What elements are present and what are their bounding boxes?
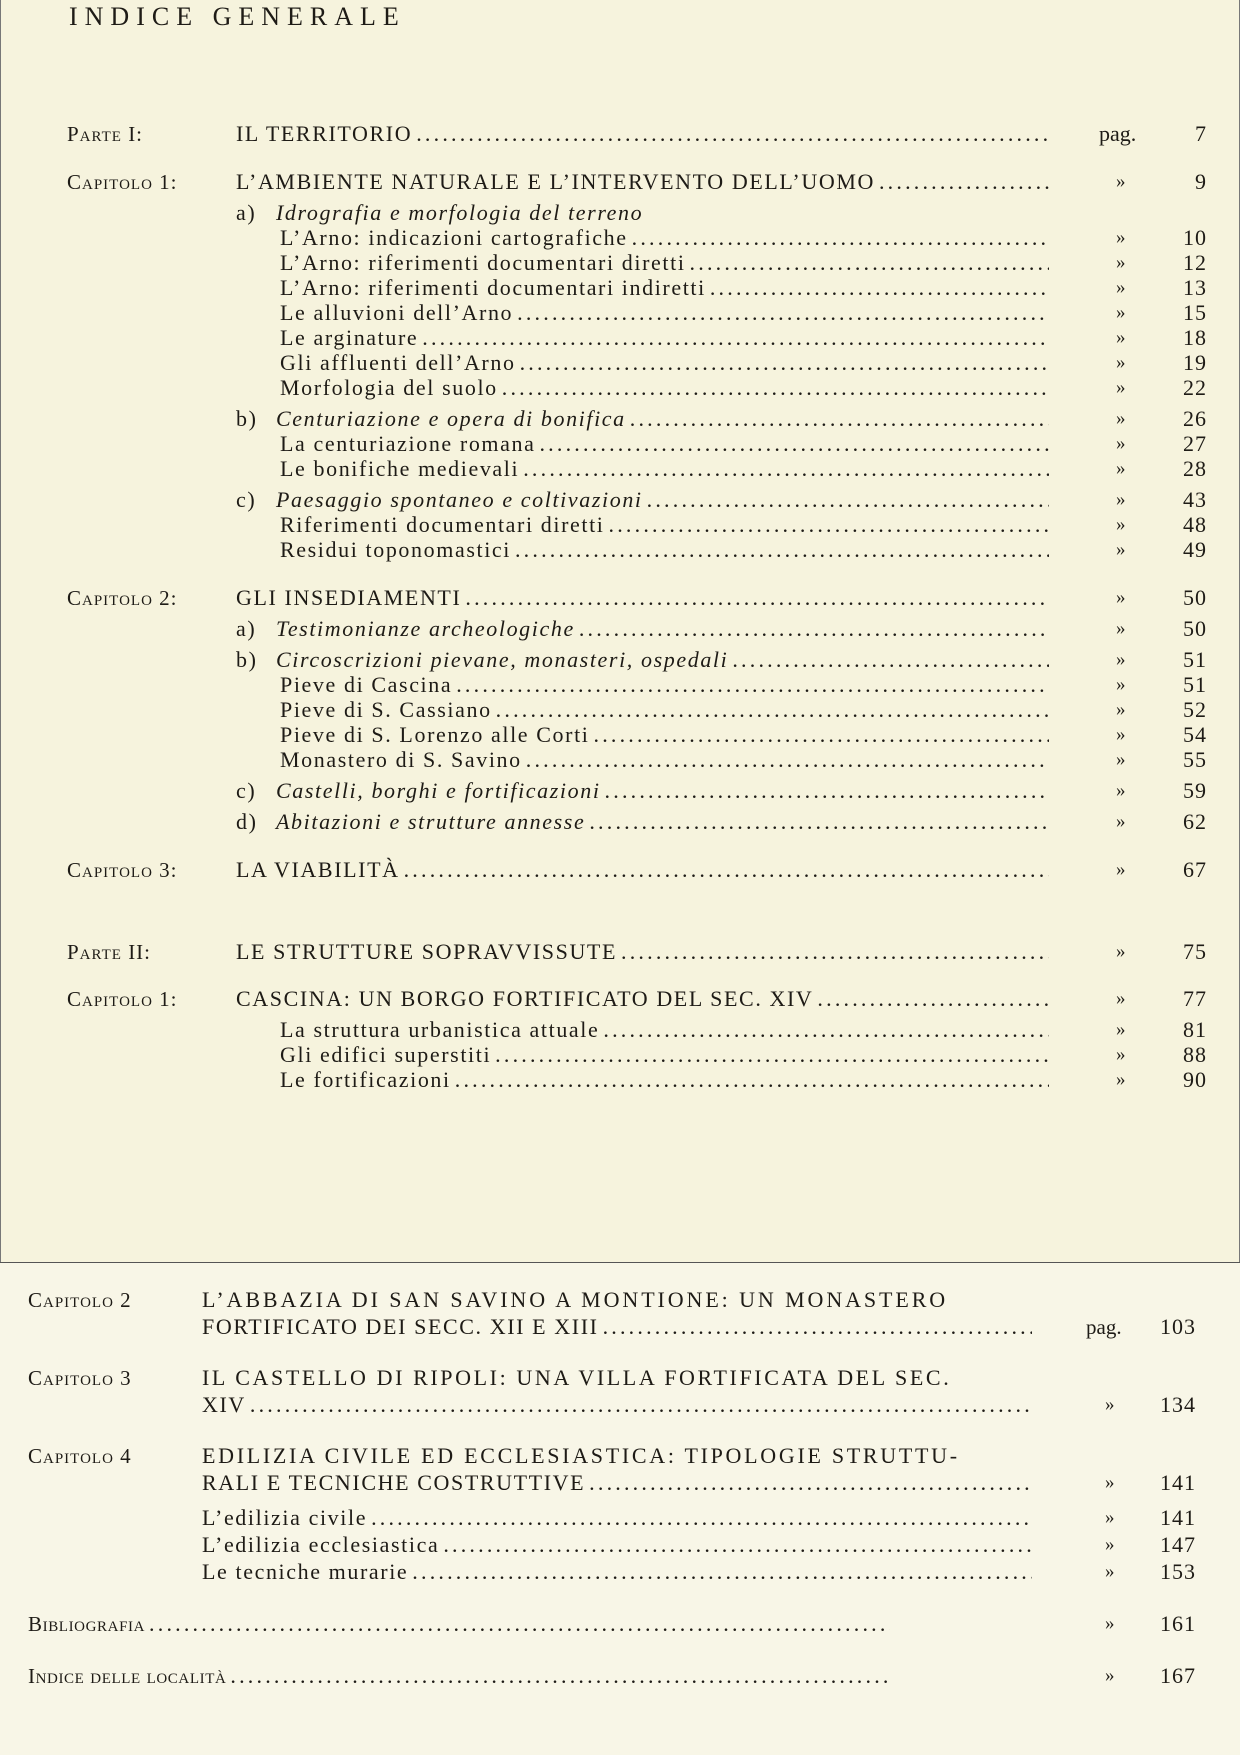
dot-leader bbox=[817, 984, 1049, 1014]
page-number: 10 bbox=[1183, 225, 1207, 250]
toc-entry-letter: c) bbox=[236, 487, 257, 512]
toc-entry-title: L’Arno: riferimenti documentari indiretti bbox=[280, 275, 706, 300]
toc-entry bbox=[236, 583, 1049, 613]
toc-entry bbox=[280, 535, 1049, 565]
page-number: 103 bbox=[1160, 1314, 1196, 1339]
toc-entry-title: Circoscrizioni pievane, monasteri, ospedali bbox=[276, 647, 729, 672]
dot-leader bbox=[502, 373, 1049, 403]
page-marker: pag. bbox=[1099, 121, 1137, 146]
page-number: 51 bbox=[1183, 672, 1207, 697]
page-number: 50 bbox=[1183, 616, 1207, 641]
page-number: 62 bbox=[1183, 809, 1207, 834]
page-heading: INDICE GENERALE bbox=[69, 2, 406, 31]
toc-entry-title: Gli affluenti dell’Arno bbox=[280, 350, 516, 375]
toc-entry-title: Gli edifici superstiti bbox=[280, 1042, 492, 1067]
page-marker: » bbox=[1116, 277, 1126, 298]
page-number: 28 bbox=[1183, 456, 1207, 481]
sub-entry-title: Le tecniche murarie bbox=[202, 1559, 409, 1584]
page-marker: » bbox=[1116, 1069, 1126, 1090]
page-number: 134 bbox=[1160, 1392, 1196, 1417]
toc-entry-title: La centuriazione romana bbox=[280, 431, 536, 456]
page-marker: » bbox=[1116, 674, 1126, 695]
dot-leader bbox=[515, 535, 1049, 565]
page-number: 75 bbox=[1183, 939, 1207, 964]
page-number: 18 bbox=[1183, 325, 1207, 350]
toc-entry bbox=[236, 807, 1049, 837]
toc-section-label: Capitolo 1: bbox=[67, 170, 178, 194]
toc-entry-title: CASCINA: UN BORGO FORTIFICATO DEL SEC. XIV bbox=[236, 986, 814, 1011]
toc-entry-letter: d) bbox=[236, 809, 258, 834]
page-marker: » bbox=[1116, 252, 1126, 273]
sub-entry-title: L’edilizia civile bbox=[202, 1505, 368, 1530]
toc-entry bbox=[236, 167, 1049, 197]
page-number: 50 bbox=[1183, 585, 1207, 610]
toc-entry bbox=[236, 984, 1049, 1014]
toc-entry-title: GLI INSEDIAMENTI bbox=[236, 585, 462, 610]
page-number: 51 bbox=[1183, 647, 1207, 672]
dot-leader bbox=[589, 1468, 1032, 1498]
page-number: 141 bbox=[1160, 1470, 1196, 1495]
page-marker: » bbox=[1116, 408, 1126, 429]
chapter-2-row bbox=[202, 1312, 1032, 1342]
toc-entry-title: Pieve di Cascina bbox=[280, 672, 453, 697]
chapter-4-title-line1: EDILIZIA CIVILE ED ECCLESIASTICA: TIPOLOGIE STRUTTU- bbox=[202, 1443, 960, 1468]
toc-entry-title: L’Arno: indicazioni cartografiche bbox=[280, 225, 628, 250]
page-marker: » bbox=[1105, 1472, 1115, 1493]
toc-entry bbox=[236, 614, 1049, 644]
toc-entry-title: LE STRUTTURE SOPRAVVISSUTE bbox=[236, 939, 618, 964]
toc-entry-title: Abitazioni e strutture annesse bbox=[276, 809, 586, 834]
toc-entry-title: La struttura urbanistica attuale bbox=[280, 1017, 600, 1042]
page-marker: » bbox=[1116, 749, 1126, 770]
page-number: 12 bbox=[1183, 250, 1207, 275]
dot-leader bbox=[526, 745, 1049, 775]
dot-leader bbox=[465, 583, 1049, 613]
toc-entry-title: Le alluvioni dell’Arno bbox=[280, 300, 514, 325]
toc-entry-title: Centuriazione e opera di bonifica bbox=[276, 406, 626, 431]
page-marker: » bbox=[1105, 1613, 1115, 1634]
chapter-3-label: Capitolo 3 bbox=[28, 1366, 132, 1390]
bibliografia-label: Bibliografia bbox=[28, 1612, 146, 1636]
page-marker: » bbox=[1116, 539, 1126, 560]
toc-section-label: Capitolo 2: bbox=[67, 586, 178, 610]
page-marker: » bbox=[1116, 811, 1126, 832]
page-number: 22 bbox=[1183, 375, 1207, 400]
page-marker: » bbox=[1116, 352, 1126, 373]
page-marker: » bbox=[1116, 649, 1126, 670]
toc-section-label: Capitolo 3: bbox=[67, 858, 178, 882]
toc-section-label: Parte I: bbox=[67, 122, 144, 146]
dot-leader bbox=[230, 1661, 890, 1691]
dot-leader bbox=[523, 454, 1049, 484]
page-marker: » bbox=[1116, 1044, 1126, 1065]
chapter-2-title-line1: L’ABBAZIA DI SAN SAVINO A MONTIONE: UN MONASTERO bbox=[202, 1287, 949, 1312]
toc-entry bbox=[280, 373, 1049, 403]
sub-entry-row bbox=[202, 1530, 1032, 1560]
page-number: 13 bbox=[1183, 275, 1207, 300]
dot-leader bbox=[412, 1557, 1032, 1587]
toc-entry-title: L’Arno: riferimenti documentari diretti bbox=[280, 250, 686, 275]
sub-entry-title: L’edilizia ecclesiastica bbox=[202, 1532, 440, 1557]
dot-leader bbox=[579, 614, 1049, 644]
toc-entry-title: IL TERRITORIO bbox=[236, 121, 413, 146]
toc-entry-title: L’AMBIENTE NATURALE E L’INTERVENTO DELL’UOMO bbox=[236, 169, 875, 194]
toc-entry-letter: b) bbox=[236, 647, 258, 672]
page-marker: » bbox=[1116, 171, 1126, 192]
toc-entry-letter: a) bbox=[236, 616, 257, 641]
indice-localita-label: Indice delle località bbox=[28, 1664, 227, 1688]
page-marker: » bbox=[1116, 859, 1126, 880]
page-number: 153 bbox=[1160, 1559, 1196, 1584]
page-marker: » bbox=[1116, 514, 1126, 535]
toc-entry-title: Residui toponomastici bbox=[280, 537, 511, 562]
toc-entry-title: Le arginature bbox=[280, 325, 419, 350]
page-marker: » bbox=[1116, 618, 1126, 639]
page-marker: » bbox=[1116, 302, 1126, 323]
page-number: 161 bbox=[1160, 1611, 1196, 1636]
toc-entry-title: Le bonifiche medievali bbox=[280, 456, 520, 481]
page-number: 167 bbox=[1160, 1663, 1196, 1688]
page-marker: » bbox=[1116, 227, 1126, 248]
toc-entry-title: Morfologia del suolo bbox=[280, 375, 498, 400]
dot-leader bbox=[149, 1609, 890, 1639]
toc-entry-letter: c) bbox=[236, 778, 257, 803]
toc-entry bbox=[236, 855, 1049, 885]
toc-entry-title: Le fortificazioni bbox=[280, 1067, 451, 1092]
sub-entry-row bbox=[202, 1557, 1032, 1587]
dot-leader bbox=[404, 855, 1049, 885]
page-marker: » bbox=[1105, 1665, 1115, 1686]
toc-entry bbox=[280, 454, 1049, 484]
sub-entry-row bbox=[202, 1503, 1032, 1533]
page-marker: » bbox=[1116, 724, 1126, 745]
page-marker: » bbox=[1116, 988, 1126, 1009]
toc-entry bbox=[280, 745, 1049, 775]
dot-leader bbox=[455, 1065, 1049, 1095]
page-number: 88 bbox=[1183, 1042, 1207, 1067]
indice-localita-row bbox=[28, 1661, 890, 1691]
page-number: 49 bbox=[1183, 537, 1207, 562]
toc-entry-title: Paesaggio spontaneo e coltivazioni bbox=[276, 487, 643, 512]
dot-leader bbox=[879, 167, 1049, 197]
chapter-2-title-line2: FORTIFICATO DEI SECC. XII E XIII bbox=[202, 1314, 599, 1339]
page-marker: » bbox=[1116, 489, 1126, 510]
chapter-4-title-line2: RALI E TECNICHE COSTRUTTIVE bbox=[202, 1470, 586, 1495]
toc-entry bbox=[236, 776, 1049, 806]
page-number: 15 bbox=[1183, 300, 1207, 325]
page-marker: » bbox=[1116, 941, 1126, 962]
page-number: 147 bbox=[1160, 1532, 1196, 1557]
bibliografia-row bbox=[28, 1609, 890, 1639]
toc-entry-title: Castelli, borghi e fortificazioni bbox=[276, 778, 601, 803]
dot-leader bbox=[250, 1390, 1032, 1420]
page-number: 26 bbox=[1183, 406, 1207, 431]
lower-page bbox=[0, 1262, 1240, 1755]
dot-leader bbox=[443, 1530, 1032, 1560]
dot-leader bbox=[589, 807, 1049, 837]
page-number: 90 bbox=[1183, 1067, 1207, 1092]
page-number: 9 bbox=[1195, 169, 1207, 194]
page-marker: » bbox=[1116, 377, 1126, 398]
toc-entry bbox=[236, 937, 1049, 967]
dot-leader bbox=[621, 937, 1049, 967]
page-marker: » bbox=[1105, 1534, 1115, 1555]
page-number: 67 bbox=[1183, 857, 1207, 882]
page-number: 7 bbox=[1195, 121, 1207, 146]
page-number: 141 bbox=[1160, 1505, 1196, 1530]
page-marker: » bbox=[1116, 458, 1126, 479]
page-marker: pag. bbox=[1086, 1315, 1122, 1339]
toc-entry-letter: b) bbox=[236, 406, 258, 431]
toc-entry-title: Pieve di S. Lorenzo alle Corti bbox=[280, 722, 590, 747]
chapter-3-row bbox=[202, 1390, 1032, 1420]
page-number: 48 bbox=[1183, 512, 1207, 537]
page-marker: » bbox=[1116, 780, 1126, 801]
dot-leader bbox=[371, 1503, 1032, 1533]
toc-entry-title: Monastero di S. Savino bbox=[280, 747, 522, 772]
chapter-2-label: Capitolo 2 bbox=[28, 1288, 132, 1312]
page-marker: » bbox=[1105, 1561, 1115, 1582]
dot-leader bbox=[603, 1312, 1032, 1342]
page-number: 43 bbox=[1183, 487, 1207, 512]
toc-entry-title: Pieve di S. Cassiano bbox=[280, 697, 492, 722]
toc-entry-title: Testimonianze archeologiche bbox=[276, 616, 575, 641]
page-number: 77 bbox=[1183, 986, 1207, 1011]
chapter-4-label: Capitolo 4 bbox=[28, 1444, 132, 1468]
page-number: 81 bbox=[1183, 1017, 1207, 1042]
chapter-3-title-line2: XIV bbox=[202, 1392, 246, 1417]
toc-entry bbox=[236, 119, 1049, 149]
page-number: 19 bbox=[1183, 350, 1207, 375]
dot-leader bbox=[416, 119, 1049, 149]
page-marker: » bbox=[1105, 1507, 1115, 1528]
page-number: 52 bbox=[1183, 697, 1207, 722]
toc-entry-letter: a) bbox=[236, 200, 257, 225]
toc-section-label: Capitolo 1: bbox=[67, 987, 178, 1011]
dot-leader bbox=[605, 776, 1049, 806]
page-marker: » bbox=[1116, 587, 1126, 608]
page-number: 54 bbox=[1183, 722, 1207, 747]
toc-section-label: Parte II: bbox=[67, 940, 152, 964]
chapter-4-row bbox=[202, 1468, 1032, 1498]
page-marker: » bbox=[1116, 327, 1126, 348]
page-number: 55 bbox=[1183, 747, 1207, 772]
toc-entry-title: LA VIABILITÀ bbox=[236, 857, 400, 882]
page-marker: » bbox=[1116, 1019, 1126, 1040]
toc-entry-title: Riferimenti documentari diretti bbox=[280, 512, 605, 537]
toc-entry bbox=[280, 1065, 1049, 1095]
page-marker: » bbox=[1116, 433, 1126, 454]
page-number: 27 bbox=[1183, 431, 1207, 456]
page-marker: » bbox=[1116, 699, 1126, 720]
toc-entry-title: Idrografia e morfologia del terreno bbox=[276, 200, 644, 225]
page-number: 59 bbox=[1183, 778, 1207, 803]
page-marker: » bbox=[1105, 1394, 1115, 1415]
chapter-3-title-line1: IL CASTELLO DI RIPOLI: UNA VILLA FORTIFICATA DEL SEC. bbox=[202, 1365, 952, 1390]
